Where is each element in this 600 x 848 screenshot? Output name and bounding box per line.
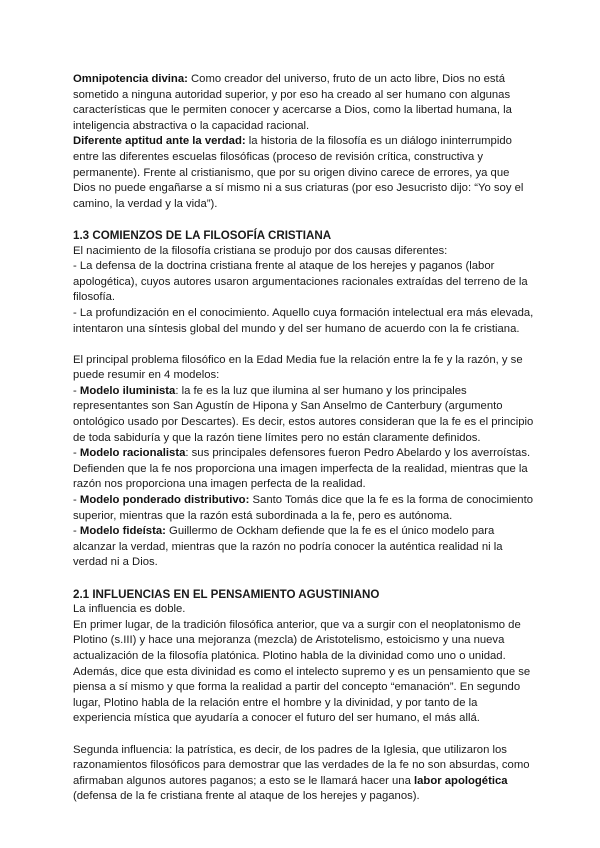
- term-labor-apologetica: labor apologética: [414, 774, 508, 787]
- text-fideista: Guillermo de Ockham defiende que la fe es el único modelo para alcanzar la verdad, mientras que la razón no podría conocer la auténtica realidad ni la verdad ni a Dios.: [73, 525, 503, 569]
- term-aptitud: Diferente aptitud ante la verdad:: [73, 135, 246, 148]
- text-aptitud: la historia de la filosofía es un diálogo ininterrumpido entre las diferentes escuelas filosóficas (proceso de revisión crítica, constructiva y permanente). Frente al cristianismo, que por su origen divino carece de errores, ya que Dios no puede engañarse a sí mismo ni a sus criaturas (por eso Jesucristo dijo: “Yo soy el camino, la verdad y la vida”).: [73, 135, 524, 210]
- text-ponderado: Santo Tomás dice que la fe es la forma de conocimiento superior, mientras que la razón está subordinada a la fe, pero es autónoma.: [73, 494, 533, 522]
- term-racionalista: Modelo racionalista: [79, 447, 186, 460]
- problem-paragraph: El principal problema filosófico en la Edad Media fue la relación entre la fe y la razón, y se puede resumir en 4 modelos:: [73, 353, 523, 382]
- term-fideista: Modelo fideísta:: [79, 525, 166, 538]
- text-iluminista: : la fe es la luz que ilumina al ser humano y los principales representantes son San Agustín de Hipona y San Anselmo de Canterbury (argumento ontológico usado por Descartes). Es decir, estos autores consideran que la fe es el principio de toda sabiduría y que la razón tiene límites pero no están claramente definidos.: [73, 384, 534, 444]
- term-iluminista: Modelo iluminista: [79, 384, 176, 397]
- paragraph-omnipotencia: [73, 72, 535, 134]
- document-page: [73, 72, 535, 805]
- text-segunda: Segunda influencia: la patrística, es decir, de los padres de la Iglesia, que utilizaron los razonamientos filosóficos para demostrar que las verdades de la fe no son absurdas, como afirmaban algunos autores paganos; a esto se le llamará hacer una: [73, 743, 530, 787]
- cause-2: - La profundización en el conocimiento. Aquello cuya formación intelectual era más elevada, intentaron una síntesis global del mundo y del ser humano de acuerdo con la fe cristiana.: [73, 306, 534, 335]
- model-ponderado: [73, 493, 535, 524]
- section2-paragraph-2: [73, 743, 535, 805]
- text-segunda-tail: (defensa de la fe cristiana frente al ataque de los herejes y paganos).: [73, 790, 420, 803]
- text-omnipotencia: Como creador del universo, fruto de un acto libre, Dios no está sometido a ninguna autoridad superior, y por eso ha creado al ser humano con algunas características que le permiten conocer y acercarse a Dios, como la libertad humana, la inteligencia abstractiva o la capacidad racional.: [73, 73, 512, 132]
- section-heading-2-1: 2.1 INFLUENCIAS EN EL PENSAMIENTO AGUSTINIANO: [73, 587, 380, 601]
- model-iluminista: [73, 384, 535, 446]
- term-omnipotencia: Omnipotencia divina:: [73, 73, 188, 85]
- paragraph-aptitud: [73, 134, 535, 212]
- section1-lead: El nacimiento de la filosofía cristiana se produjo por dos causas diferentes:: [73, 244, 448, 257]
- section-heading-1-3: 1.3 COMIENZOS DE LA FILOSOFÍA CRISTIANA: [73, 228, 332, 242]
- model-racionalista: [73, 446, 535, 493]
- section2-paragraph-1: En primer lugar, de la tradición filosófica anterior, que va a surgir con el neoplatonismo de Plotino (s.III) y hace una mejoranza (mezcla) de Aristotelismo, estoicismo y una nueva actualización de la filosofía platónica. Plotino habla de la divinidad como uno o unidad. Además, dice que esta divinidad es como el intelecto supremo y es un pensamiento que se piensa a sí mismo y que forma la realidad a partir del concepto “emanación”. En segundo lugar, Plotino habla de la relación entre el hombre y la divinidad, y por tanto de la experiencia mística que ayudaría a conocer el futuro del ser humano, el más allá.: [73, 618, 531, 725]
- cause-1: - La defensa de la doctrina cristiana frente al ataque de los herejes y paganos (labor apologética), cuyos autores usaron argumentaciones racionales extraídas del terreno de la filosofía.: [73, 260, 528, 304]
- bullet-prefix: -: [73, 384, 80, 397]
- bullet-prefix: -: [73, 447, 80, 460]
- bullet-prefix: -: [73, 525, 80, 538]
- term-ponderado: Modelo ponderado distributivo:: [79, 494, 250, 507]
- model-fideista: [73, 524, 535, 571]
- text-racionalista: : sus principales defensores fueron Pedro Abelardo y los averroístas. Defienden que la fe nos proporciona una imagen imperfecta de la realidad, mientras que la razón nos proporciona una imagen perfecta de la realidad.: [73, 447, 531, 491]
- bullet-prefix: -: [73, 494, 80, 507]
- section2-lead: La influencia es doble.: [73, 603, 186, 616]
